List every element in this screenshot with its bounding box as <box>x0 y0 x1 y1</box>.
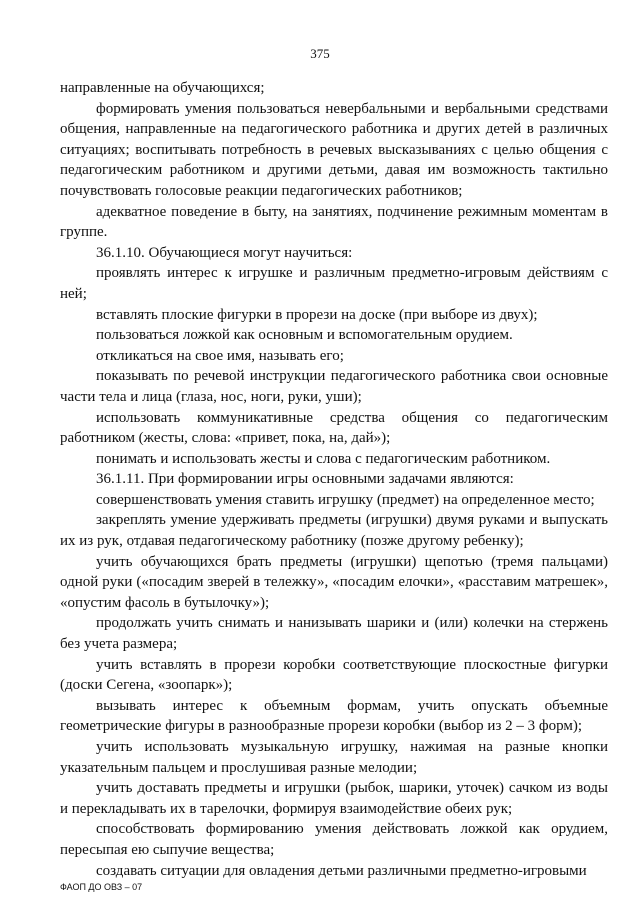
paragraph: 36.1.10. Обучающиеся могут научиться: <box>96 244 353 261</box>
paragraph: понимать и использовать жесты и слова с педагогическим работником. <box>96 450 551 467</box>
paragraph: откликаться на свое имя, называть его; <box>96 347 344 364</box>
paragraph: использовать коммуникативные средства общения со педагогическим работником (жесты, слова: «привет, пока, на, дай»); <box>60 409 608 447</box>
document-body <box>60 78 608 881</box>
paragraph: направленные на обучающихся; <box>60 80 265 96</box>
paragraph: 36.1.11. При формировании игры основными задачами являются: <box>96 471 514 488</box>
page-number: 375 <box>310 46 330 61</box>
paragraph: совершенствовать умения ставить игрушку (предмет) на определенное место; <box>96 491 595 508</box>
paragraph: вставлять плоские фигурки в прорези на доске (при выборе из двух); <box>96 306 538 323</box>
paragraph: адекватное поведение в быту, на занятиях, подчинение режимным моментам в группе. <box>60 203 608 241</box>
paragraph: проявлять интерес к игрушке и различным предметно-игровым действиям с ней; <box>60 265 608 302</box>
paragraph: учить использовать музыкальную игрушку, нажимая на разные кнопки указательным пальцем и прослушивая разные мелодии; <box>60 739 608 776</box>
paragraph: пользоваться ложкой как основным и вспомогательным орудием. <box>96 327 513 344</box>
paragraph: учить вставлять в прорези коробки соответствующие плоскостные фигурки (доски Сегена, «зоопарк»); <box>60 656 608 694</box>
paragraph: продолжать учить снимать и нанизывать шарики и (или) колечки на стержень без учета размера; <box>60 615 608 653</box>
paragraph: создавать ситуации для овладения детьми различными предметно-игровыми <box>96 862 587 879</box>
paragraph: формировать умения пользоваться невербальными и вербальными средствами общения, направленные на педагогического работника и других детей в различных ситуациях; воспитывать потребность в речевых высказываниях с целью общения с педагогическим работником и другими детьми, давая им возможность тактильно почувствовать голосовые реакции педагогических работников; <box>60 100 608 199</box>
paragraph: закреплять умение удерживать предметы (игрушки) двумя руками и выпускать их из рук, отдавая педагогическому работнику (позже другому ребенку); <box>60 512 608 550</box>
paragraph: учить доставать предметы и игрушки (рыбок, шарики, уточек) сачком из воды и перекладывать их в тарелочки, формируя взаимодействие обеих рук; <box>60 780 608 817</box>
paragraph: учить обучающихся брать предметы (игрушки) щепотью (тремя пальцами) одной руки («посадим зверей в тележку», «посадим елочки», «расставим матрешек», «опустим фасоль в бутылочку»); <box>60 553 608 611</box>
paragraph: способствовать формированию умения действовать ложкой как орудием, пересыпая ею сыпучие вещества; <box>60 821 608 858</box>
paragraph: вызывать интерес к объемным формам, учить опускать объемные геометрические фигуры в разнообразные прорези коробки (выбор из 2 – 3 форм); <box>60 697 608 735</box>
footer-label: ФАОП ДО ОВЗ – 07 <box>60 882 143 892</box>
paragraph: показывать по речевой инструкции педагогического работника свои основные части тела и лица (глаза, нос, ноги, руки, уши); <box>60 368 608 405</box>
